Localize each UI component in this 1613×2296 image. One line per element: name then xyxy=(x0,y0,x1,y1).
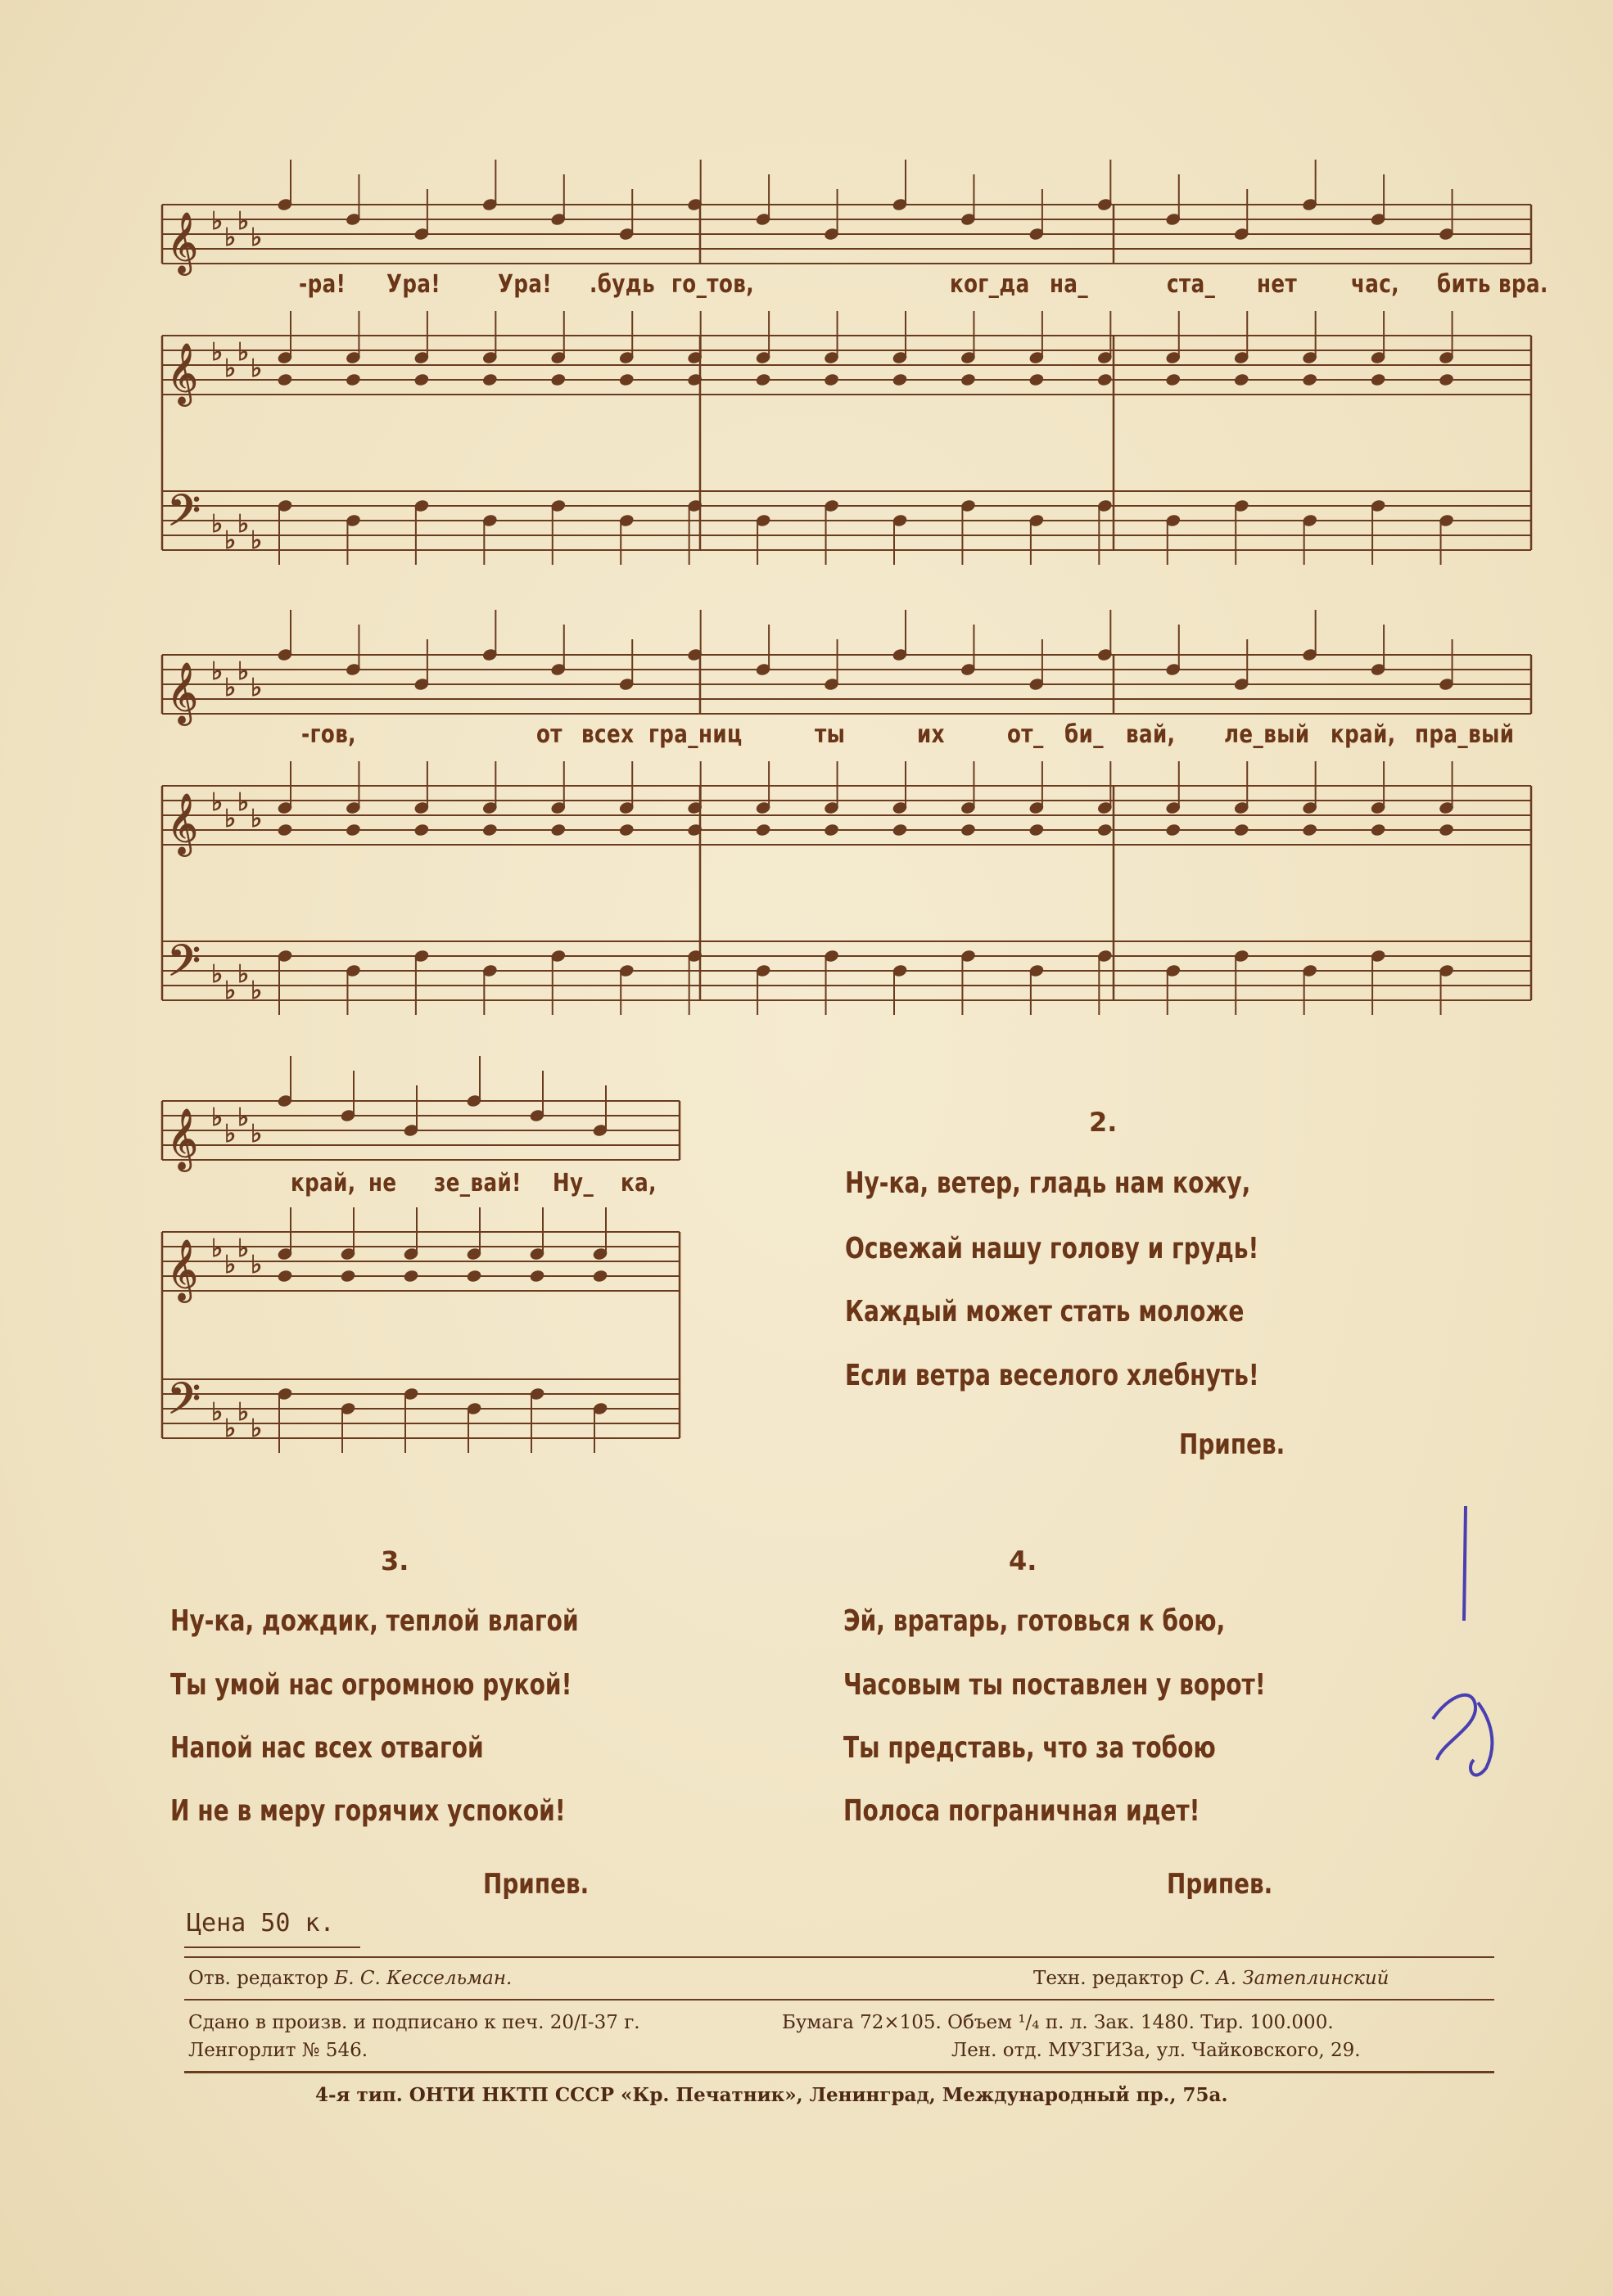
treble-clef: 𝄞 xyxy=(167,794,198,855)
verse-line: Ты представь, что за тобою xyxy=(843,1731,1216,1765)
piano-note xyxy=(550,823,566,837)
verse-line: Ты умой нас огромною рукой! xyxy=(170,1668,572,1702)
treble-clef: 𝄞 xyxy=(167,1109,198,1170)
piano-note xyxy=(1371,373,1386,387)
lyric: не xyxy=(368,1169,397,1198)
flat-sign: ♭ xyxy=(211,510,224,539)
treble-clef: 𝄞 xyxy=(167,1240,198,1301)
treble-clef: 𝄞 xyxy=(167,344,198,404)
flat-sign: ♭ xyxy=(211,338,224,367)
editor-name: Б. С. Кессельман. xyxy=(334,1968,513,1989)
flat-sign: ♭ xyxy=(237,510,250,539)
lyric: край, xyxy=(1331,720,1396,749)
flat-sign: ♭ xyxy=(224,354,237,383)
flat-sign: ♭ xyxy=(251,977,263,1005)
lyric: на_ xyxy=(1050,270,1089,299)
flat-sign: ♭ xyxy=(224,223,237,252)
verse-number: 3. xyxy=(381,1545,409,1577)
lyric: -ра! xyxy=(299,270,346,299)
flat-sign: ♭ xyxy=(251,223,263,252)
piano-note xyxy=(619,823,635,837)
piano-note xyxy=(756,373,771,387)
refrain-label: Припев. xyxy=(1167,1868,1273,1901)
piano-note xyxy=(413,823,429,837)
verse-line: Ну-ка, ветер, гладь нам кожу, xyxy=(845,1166,1251,1200)
flat-sign: ♭ xyxy=(237,1103,250,1132)
piano-note xyxy=(277,823,292,837)
bass-clef: 𝄢 xyxy=(167,486,201,547)
lyric: ста_ xyxy=(1167,270,1216,299)
price: Цена 50 к. xyxy=(187,1909,335,1937)
lyric: ле_вый xyxy=(1224,720,1310,749)
piano-note xyxy=(960,373,976,387)
piano-note xyxy=(277,1270,292,1283)
imprint-rule-top xyxy=(184,1956,1494,1958)
flat-sign: ♭ xyxy=(251,526,263,555)
verse-line: Ну-ка, дождик, теплой влагой xyxy=(170,1604,579,1638)
verse-line: Освежай нашу голову и грудь! xyxy=(845,1232,1259,1265)
printer-credit: 4-я тип. ОНТИ НКТП СССР «Кр. Печатник», Ленинград, Международный пр., 75а. xyxy=(315,2084,1228,2106)
flat-sign: ♭ xyxy=(251,1120,263,1148)
lyric: час, xyxy=(1351,270,1400,299)
verse-line: И не в меру горячих успокой! xyxy=(170,1794,566,1828)
lyric: нет xyxy=(1257,270,1298,299)
lyric: Ура! xyxy=(386,270,441,299)
imprint-line2-right: Лен. отд. МУЗГИЗа, ул. Чайковского, 29. xyxy=(951,2040,1361,2061)
verse-line: Каждый может стать моложе xyxy=(845,1295,1245,1328)
flat-sign: ♭ xyxy=(251,674,263,702)
piano-note xyxy=(1371,823,1386,837)
flat-sign: ♭ xyxy=(224,674,237,702)
lyric: гра_ниц xyxy=(648,720,743,749)
lyric: вра. xyxy=(1498,270,1548,299)
piano-note xyxy=(340,1270,355,1283)
piano-note xyxy=(482,373,498,387)
flat-sign: ♭ xyxy=(224,805,237,833)
editor-credit xyxy=(188,1968,512,1989)
piano-note xyxy=(824,823,839,837)
piano-note xyxy=(960,823,976,837)
refrain-label: Припев. xyxy=(1179,1428,1285,1461)
tech-editor-name: С. А. Затеплинский xyxy=(1190,1968,1389,1989)
bass-clef: 𝄢 xyxy=(167,1374,201,1435)
flat-sign: ♭ xyxy=(224,977,237,1005)
lyric: от xyxy=(536,720,563,749)
lyric: ты xyxy=(815,720,846,749)
treble-clef: 𝄞 xyxy=(167,213,198,273)
piano-note xyxy=(1028,373,1044,387)
flat-sign: ♭ xyxy=(237,338,250,367)
flat-sign: ♭ xyxy=(224,526,237,555)
verse-line: Часовым ты поставлен у ворот! xyxy=(843,1668,1266,1702)
flat-sign: ♭ xyxy=(211,788,224,817)
tech-editor-label: Техн. редактор xyxy=(1033,1968,1184,1989)
piano-note xyxy=(824,373,839,387)
lyric: зе_вай! xyxy=(434,1169,522,1198)
imprint-rule-bottom xyxy=(184,2071,1494,2073)
lyric: всех xyxy=(581,720,635,749)
imprint-rule-mid xyxy=(184,1999,1494,2001)
lyric: би_ xyxy=(1064,720,1104,749)
flat-sign: ♭ xyxy=(251,1414,263,1443)
piano-note xyxy=(1439,823,1454,837)
piano-note xyxy=(1234,823,1249,837)
bass-clef: 𝄢 xyxy=(167,936,201,997)
verse-line: Напой нас всех отвагой xyxy=(170,1731,484,1765)
piano-note xyxy=(1302,373,1317,387)
piano-note xyxy=(1302,823,1317,837)
lyric: Ура! xyxy=(498,270,553,299)
piano-note xyxy=(1165,823,1181,837)
piano-note xyxy=(466,1270,481,1283)
imprint-line1-left: Сдано в произв. и подписано к печ. 20/I-37 г. xyxy=(188,2012,640,2033)
lyric: вай, xyxy=(1126,720,1176,749)
flat-sign: ♭ xyxy=(211,207,224,236)
piano-note xyxy=(892,823,907,837)
flat-sign: ♭ xyxy=(224,1120,237,1148)
lyric: от_ xyxy=(1007,720,1044,749)
flat-sign: ♭ xyxy=(251,1251,263,1279)
handwritten-mark xyxy=(1416,1498,1515,1809)
lyric: бить xyxy=(1437,270,1491,299)
piano-note xyxy=(277,373,292,387)
lyric: ког_да xyxy=(950,270,1030,299)
piano-note xyxy=(892,373,907,387)
imprint-line2-left: Ленгорлит № 546. xyxy=(188,2040,368,2061)
piano-note xyxy=(529,1270,544,1283)
flat-sign: ♭ xyxy=(251,354,263,383)
piano-note xyxy=(1234,373,1249,387)
lyric: ка, xyxy=(621,1169,657,1198)
piano-note xyxy=(1439,373,1454,387)
flat-sign: ♭ xyxy=(224,1251,237,1279)
piano-note xyxy=(1097,823,1113,837)
lyric: -гов, xyxy=(301,720,356,749)
piano-note xyxy=(592,1270,608,1283)
flat-sign: ♭ xyxy=(251,805,263,833)
lyric: го_тов, xyxy=(671,270,755,299)
piano-note xyxy=(346,373,361,387)
piano-note xyxy=(619,373,635,387)
flat-sign: ♭ xyxy=(211,960,224,989)
flat-sign: ♭ xyxy=(237,788,250,817)
editor-label: Отв. редактор xyxy=(188,1968,329,1989)
imprint-line1-right: Бумага 72×105. Объем ¹/₄ п. л. Зак. 1480. Тир. 100.000. xyxy=(782,2012,1334,2033)
verse-line: Эй, вратарь, готовься к бою, xyxy=(843,1604,1226,1638)
verse-number: 2. xyxy=(1089,1107,1118,1138)
lyric: .будь xyxy=(590,270,656,299)
tech-editor-credit xyxy=(1033,1968,1389,1989)
treble-clef: 𝄞 xyxy=(167,663,198,724)
verse-line: Если ветра веселого хлебнуть! xyxy=(845,1359,1259,1392)
flat-sign: ♭ xyxy=(211,1103,224,1132)
flat-sign: ♭ xyxy=(237,960,250,989)
piano-note xyxy=(756,823,771,837)
flat-sign: ♭ xyxy=(211,657,224,686)
piano-note xyxy=(1097,373,1113,387)
verse-line: Полоса пограничная идет! xyxy=(843,1794,1200,1828)
flat-sign: ♭ xyxy=(237,657,250,686)
verse-number: 4. xyxy=(1009,1545,1037,1577)
flat-sign: ♭ xyxy=(237,207,250,236)
flat-sign: ♭ xyxy=(237,1398,250,1427)
refrain-label: Припев. xyxy=(483,1868,590,1901)
piano-note xyxy=(1165,373,1181,387)
piano-note xyxy=(550,373,566,387)
piano-note xyxy=(1028,823,1044,837)
flat-sign: ♭ xyxy=(211,1398,224,1427)
piano-note xyxy=(403,1270,418,1283)
price-underline xyxy=(184,1946,360,1948)
lyric: их xyxy=(917,720,945,749)
flat-sign: ♭ xyxy=(211,1234,224,1263)
piano-note xyxy=(413,373,429,387)
lyric: пра_вый xyxy=(1415,720,1515,749)
piano-note xyxy=(346,823,361,837)
lyric: край, xyxy=(291,1169,356,1198)
flat-sign: ♭ xyxy=(237,1234,250,1263)
lyric: Ну_ xyxy=(553,1169,594,1198)
flat-sign: ♭ xyxy=(224,1414,237,1443)
piano-note xyxy=(482,823,498,837)
